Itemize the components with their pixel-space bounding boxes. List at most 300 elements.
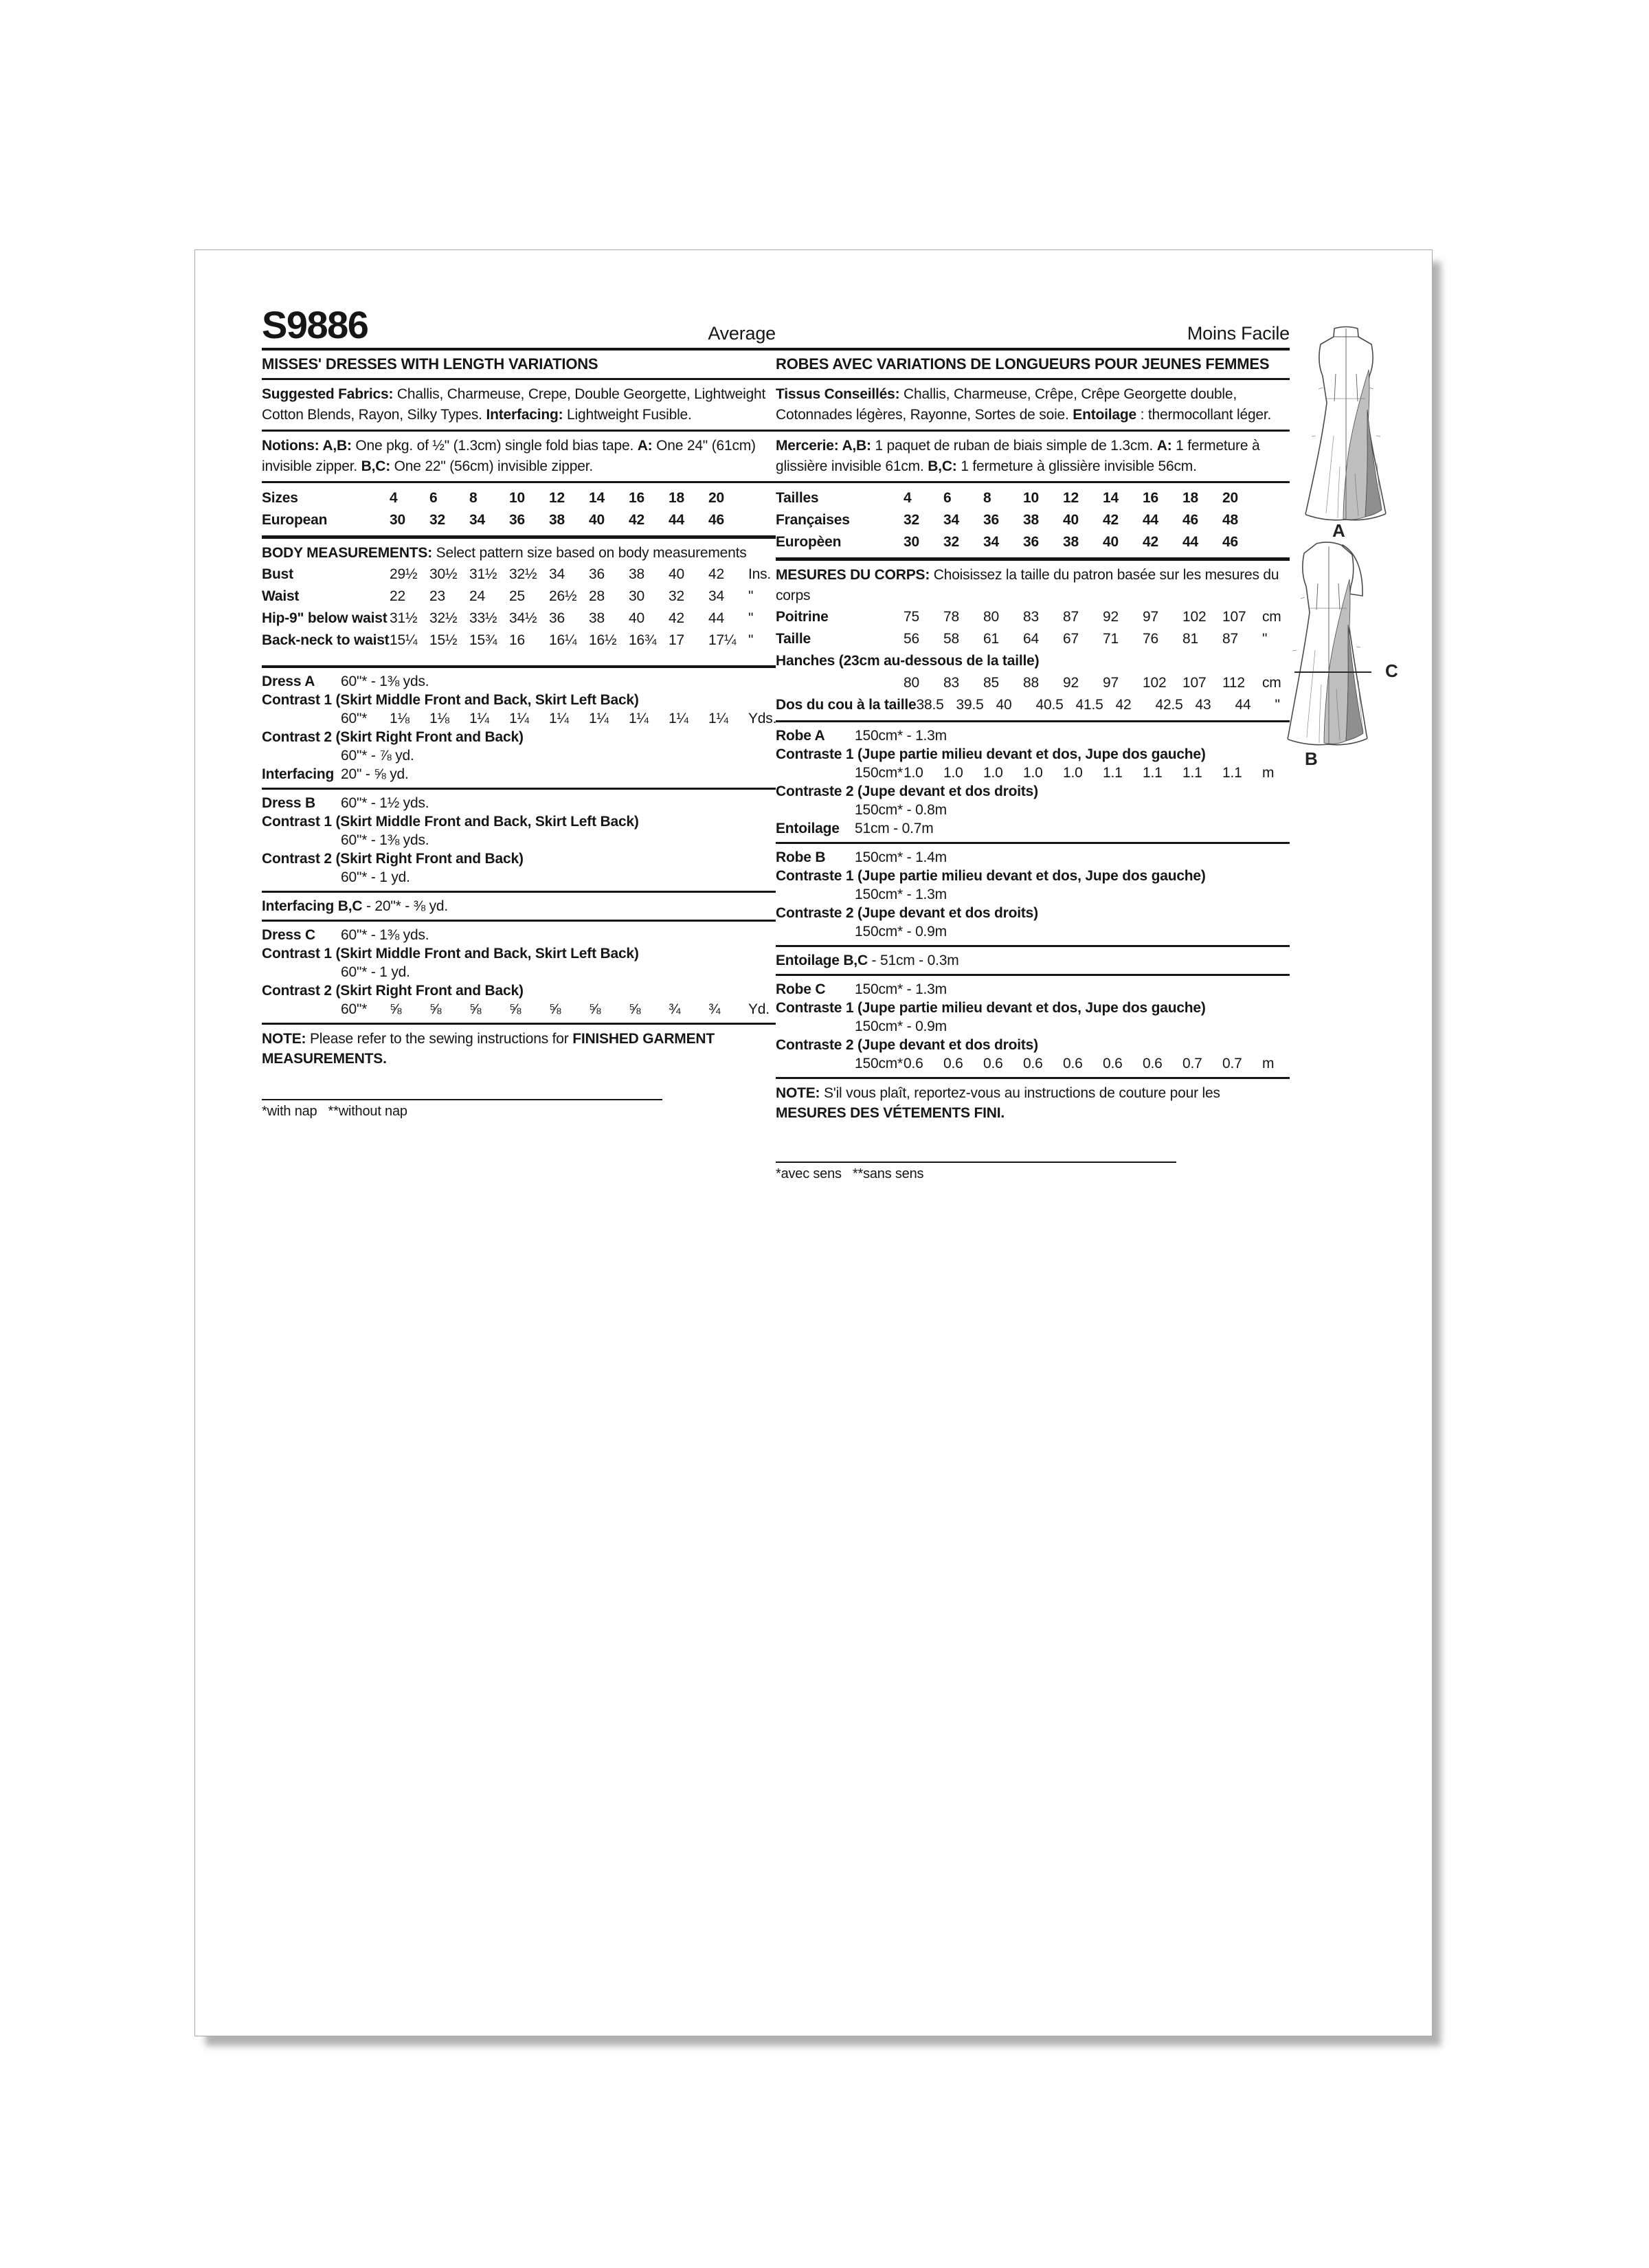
table-cell: 1⅛ bbox=[429, 711, 449, 726]
table-cell: 42 bbox=[708, 566, 724, 582]
notions-text: 1 fermeture à glissière invisible 56cm. bbox=[956, 458, 1197, 474]
yardage-value: 60"* - 1½ yds. bbox=[341, 795, 429, 811]
table-cell: 80 bbox=[904, 675, 919, 691]
row-values bbox=[904, 509, 1262, 531]
table-cell: 0.6 bbox=[983, 1056, 1003, 1071]
dress-b-yardage bbox=[262, 794, 776, 812]
table-cell: 44 bbox=[1182, 534, 1198, 550]
table-cell: 20 bbox=[1222, 490, 1238, 506]
yardage-value: 150cm* - 1.4m bbox=[855, 849, 947, 865]
table-cell: 16 bbox=[1143, 490, 1158, 506]
europeen-row bbox=[776, 531, 1290, 553]
note-en bbox=[262, 1029, 776, 1069]
garment-label: Robe A bbox=[776, 728, 825, 744]
divider bbox=[776, 1077, 1290, 1079]
garment-label: Entoilage bbox=[776, 821, 840, 836]
table-cell: ⅝ bbox=[429, 1001, 442, 1017]
row-unit: " bbox=[1262, 631, 1268, 647]
row-values bbox=[916, 694, 1275, 716]
table-cell: 1¼ bbox=[589, 711, 609, 726]
table-cell: 67 bbox=[1063, 631, 1079, 647]
table-cell: 38.5 bbox=[916, 697, 944, 713]
contrast1-value: 150cm* - 0.9m bbox=[855, 1019, 947, 1034]
hip-row bbox=[262, 608, 776, 630]
table-cell: 12 bbox=[549, 490, 565, 506]
table-cell: 46 bbox=[708, 512, 724, 528]
contrast1-heading: Contrast 1 (Skirt Middle Front and Back, Skirt Left Back) bbox=[262, 692, 639, 708]
table-cell: 12 bbox=[1063, 490, 1079, 506]
row-unit bbox=[748, 487, 776, 509]
row-values bbox=[390, 608, 748, 630]
row-label: Bust bbox=[262, 566, 293, 582]
footnote-fr: *avec sens **sans sens bbox=[776, 1166, 924, 1181]
dos-row bbox=[776, 694, 1290, 716]
heading-bold: MESURES DU CORPS: bbox=[776, 567, 930, 583]
table-cell: 34 bbox=[469, 512, 485, 528]
robe-b-yardage bbox=[776, 848, 1290, 867]
contrast1-heading: Contrast 1 (Skirt Middle Front and Back, Skirt Left Back) bbox=[262, 946, 639, 961]
table-cell: 39.5 bbox=[956, 697, 984, 713]
view-b-label: B bbox=[1305, 748, 1318, 769]
table-cell: 17¼ bbox=[708, 632, 737, 648]
row-label: European bbox=[262, 512, 328, 528]
divider bbox=[776, 945, 1290, 947]
english-column bbox=[262, 300, 776, 1122]
interfacing-text: Lightweight Fusible. bbox=[563, 407, 692, 423]
table-cell: 0.6 bbox=[1103, 1056, 1123, 1071]
tailles-row bbox=[776, 487, 1290, 509]
row-label: Françaises bbox=[776, 512, 850, 528]
table-cell: ⅝ bbox=[509, 1001, 521, 1017]
row-lead: 60"* bbox=[341, 711, 368, 726]
table-cell: 92 bbox=[1103, 609, 1119, 625]
notions-bc-label: B,C: bbox=[928, 458, 957, 474]
table-cell: 46 bbox=[1222, 534, 1238, 550]
dress-c-yardage bbox=[262, 926, 776, 944]
robe-c-yardage bbox=[776, 980, 1290, 999]
contrast1-values-row bbox=[262, 709, 776, 728]
yardage-value: - 20"* - ⅜ yd. bbox=[362, 898, 449, 914]
divider bbox=[776, 974, 1290, 976]
row-unit: cm bbox=[1262, 675, 1281, 691]
divider bbox=[262, 481, 776, 483]
table-cell: 48 bbox=[1222, 512, 1238, 528]
fabrics-paragraph-fr bbox=[776, 384, 1290, 425]
table-cell: 87 bbox=[1063, 609, 1079, 625]
dress-a-yardage bbox=[262, 672, 776, 691]
table-cell: 18 bbox=[1182, 490, 1198, 506]
table-cell: 1¼ bbox=[549, 711, 569, 726]
row-values bbox=[390, 586, 748, 608]
contrast1-heading: Contrast 1 (Skirt Middle Front and Back, Skirt Left Back) bbox=[262, 814, 639, 830]
table-cell: 38 bbox=[1023, 512, 1039, 528]
table-cell: 0.6 bbox=[904, 1056, 923, 1071]
interfacing-text: : thermocollant léger. bbox=[1136, 407, 1272, 423]
interfacing-label: Entoilage bbox=[1073, 407, 1136, 423]
notions-text: 1 fermeture à glissière invisible 61cm. bbox=[776, 438, 1260, 474]
table-cell: 0.6 bbox=[1143, 1056, 1163, 1071]
table-cell: 30 bbox=[904, 534, 919, 550]
table-cell: 40 bbox=[589, 512, 605, 528]
table-cell: 32 bbox=[943, 534, 959, 550]
row-values bbox=[904, 628, 1262, 650]
table-cell: 40 bbox=[669, 566, 684, 582]
pattern-number: S9886 bbox=[262, 303, 368, 346]
yardage-value: - 51cm - 0.3m bbox=[867, 953, 959, 968]
table-cell: 17 bbox=[669, 632, 684, 648]
garment-label: Robe C bbox=[776, 981, 826, 997]
table-cell: 24 bbox=[469, 588, 485, 604]
table-cell: 0.6 bbox=[1023, 1056, 1043, 1071]
interfacing-bc-line bbox=[262, 897, 776, 915]
table-cell: 34 bbox=[708, 588, 724, 604]
table-cell: 6 bbox=[943, 490, 952, 506]
table-cell: 16¼ bbox=[549, 632, 577, 648]
table-cell: 1¼ bbox=[469, 711, 489, 726]
table-cell: 16 bbox=[509, 632, 525, 648]
table-cell: 34 bbox=[549, 566, 565, 582]
title-en: MISSES' DRESSES WITH LENGTH VARIATIONS bbox=[262, 355, 598, 373]
table-cell: 46 bbox=[1182, 512, 1198, 528]
table-cell: 44 bbox=[1235, 697, 1251, 713]
table-cell: 40 bbox=[1063, 512, 1079, 528]
note-bold: MESURES DES VÉTEMENTS FINI. bbox=[776, 1105, 1005, 1121]
back-neck-row bbox=[262, 630, 776, 652]
view-c-length-line bbox=[1294, 671, 1371, 673]
garment-label: Dress C bbox=[262, 927, 315, 943]
contrast2-values-row bbox=[776, 1054, 1290, 1073]
contrast2-heading: Contraste 2 (Jupe devant et dos droits) bbox=[776, 1037, 1038, 1053]
row-lead: 60"* bbox=[341, 1001, 368, 1017]
row-values bbox=[390, 1000, 748, 1019]
table-cell: 36 bbox=[983, 512, 999, 528]
fabrics-text: Challis, Charmeuse, Crêpe, Crêpe Georgette double, Cotonnades légères, Rayonne, Sortes de soie. bbox=[776, 386, 1237, 423]
difficulty-fr: Moins Facile bbox=[1187, 323, 1290, 344]
table-cell: 20 bbox=[708, 490, 724, 506]
view-a-label: A bbox=[1332, 520, 1345, 541]
difficulty-en: Average bbox=[708, 323, 776, 344]
table-cell: 42 bbox=[669, 610, 684, 626]
dress-b-back-view-illustration bbox=[1275, 537, 1399, 751]
garment-label: Dress A bbox=[262, 674, 315, 689]
entoilage-yardage bbox=[776, 819, 1290, 838]
divider bbox=[776, 720, 1290, 722]
table-cell: 42 bbox=[1103, 512, 1119, 528]
sizes-row bbox=[262, 487, 776, 509]
divider bbox=[262, 920, 776, 922]
row-unit: Ins. bbox=[748, 566, 772, 582]
francaises-row bbox=[776, 509, 1290, 531]
spacer bbox=[262, 652, 776, 661]
row-values bbox=[904, 531, 1262, 553]
table-cell: 8 bbox=[469, 490, 478, 506]
table-cell: 15¾ bbox=[469, 632, 497, 648]
table-cell: 1.1 bbox=[1182, 765, 1202, 781]
contrast2-heading: Contraste 2 (Jupe devant et dos droits) bbox=[776, 783, 1038, 799]
row-unit: " bbox=[748, 610, 754, 626]
robe-a-yardage bbox=[776, 726, 1290, 745]
table-cell: 40 bbox=[1103, 534, 1119, 550]
body-measurements-heading-en bbox=[262, 543, 776, 564]
divider bbox=[776, 842, 1290, 844]
view-c-label: C bbox=[1385, 660, 1398, 681]
table-cell: 36 bbox=[509, 512, 525, 528]
contrast2-heading: Contrast 2 (Skirt Right Front and Back) bbox=[262, 729, 524, 745]
title-fr: ROBES AVEC VARIATIONS DE LONGUEURS POUR JEUNES FEMMES bbox=[776, 355, 1270, 373]
table-cell: 56 bbox=[904, 631, 919, 647]
contrast1-value: 60"* - 1 yd. bbox=[341, 964, 410, 980]
table-cell: 42 bbox=[1143, 534, 1158, 550]
table-cell: 38 bbox=[1063, 534, 1079, 550]
table-cell: 16¾ bbox=[629, 632, 657, 648]
table-cell: 40 bbox=[996, 697, 1012, 713]
yardage-value: 51cm - 0.7m bbox=[855, 821, 934, 836]
contrast2-values-row bbox=[262, 1000, 776, 1019]
row-values bbox=[904, 487, 1262, 509]
yardage-value: 60"* - 1⅜ yds. bbox=[341, 927, 429, 943]
notions-a-label: A: bbox=[1156, 438, 1172, 454]
row-values bbox=[390, 709, 748, 728]
divider bbox=[776, 430, 1290, 432]
table-cell: 43 bbox=[1195, 697, 1211, 713]
table-cell: 44 bbox=[708, 610, 724, 626]
table-cell: 1.0 bbox=[1023, 765, 1043, 781]
table-cell: 0.6 bbox=[1063, 1056, 1083, 1071]
table-cell: 30½ bbox=[429, 566, 458, 582]
contrast2-value: 60"* - ⅞ yd. bbox=[341, 748, 414, 764]
table-cell: 32 bbox=[669, 588, 684, 604]
fabrics-label: Suggested Fabrics: bbox=[262, 386, 394, 402]
heading-rest: Select pattern size based on body measurements bbox=[432, 545, 747, 561]
row-label: Waist bbox=[262, 588, 300, 604]
table-cell: 92 bbox=[1063, 675, 1079, 691]
table-cell: 102 bbox=[1182, 609, 1207, 625]
row-values bbox=[904, 764, 1262, 782]
body-measurements-heading-fr bbox=[776, 565, 1290, 606]
contrast1-heading: Contraste 1 (Jupe partie milieu devant et dos, Jupe dos gauche) bbox=[776, 746, 1206, 762]
table-cell: 33½ bbox=[469, 610, 497, 626]
table-cell: 30 bbox=[629, 588, 644, 604]
row-unit: " bbox=[1275, 697, 1280, 713]
row-values bbox=[390, 487, 748, 509]
table-cell: 6 bbox=[429, 490, 438, 506]
row-label: Dos du cou à la taille bbox=[776, 697, 917, 713]
fabrics-paragraph-en bbox=[262, 384, 776, 425]
table-cell: 1.1 bbox=[1103, 765, 1123, 781]
row-values bbox=[904, 672, 1262, 694]
row-label: Back-neck to waist bbox=[262, 632, 390, 648]
contrast1-heading: Contraste 1 (Jupe partie milieu devant et dos, Jupe dos gauche) bbox=[776, 1000, 1206, 1016]
garment-label: Dress B bbox=[262, 795, 315, 811]
table-cell: 40.5 bbox=[1035, 697, 1064, 713]
note-fr bbox=[776, 1083, 1290, 1123]
notions-paragraph-en bbox=[262, 436, 776, 477]
table-cell: 0.7 bbox=[1182, 1056, 1202, 1071]
table-cell: 83 bbox=[1023, 609, 1039, 625]
entoilage-bc-line bbox=[776, 951, 1290, 970]
table-cell: 1.0 bbox=[983, 765, 1003, 781]
table-cell: 1¼ bbox=[669, 711, 688, 726]
contrast1-heading: Contraste 1 (Jupe partie milieu devant et dos, Jupe dos gauche) bbox=[776, 868, 1206, 884]
dress-a-back-view-illustration bbox=[1294, 326, 1398, 525]
row-label bbox=[776, 672, 904, 694]
row-values bbox=[390, 564, 748, 586]
table-cell: 64 bbox=[1023, 631, 1039, 647]
fabrics-label: Tissus Conseillés: bbox=[776, 386, 900, 402]
table-cell: 0.7 bbox=[1222, 1056, 1242, 1071]
table-cell: 14 bbox=[589, 490, 605, 506]
row-lead: 150cm* bbox=[855, 1056, 904, 1071]
row-unit: " bbox=[748, 588, 754, 604]
notions-a-label: A: bbox=[637, 438, 653, 454]
table-cell: 75 bbox=[904, 609, 919, 625]
table-cell: 22 bbox=[390, 588, 405, 604]
divider bbox=[776, 348, 1290, 351]
yardage-value: 150cm* - 1.3m bbox=[855, 981, 947, 997]
french-column bbox=[776, 300, 1290, 1185]
contrast2-value: 150cm* - 0.8m bbox=[855, 802, 947, 818]
table-cell: 42.5 bbox=[1155, 697, 1183, 713]
table-cell: 1.0 bbox=[1063, 765, 1083, 781]
divider bbox=[262, 378, 776, 380]
table-cell: 14 bbox=[1103, 490, 1119, 506]
table-cell: 1⅛ bbox=[390, 711, 410, 726]
table-cell: 1.0 bbox=[943, 765, 963, 781]
row-values bbox=[904, 1054, 1262, 1073]
yardage-value: 20" - ⅝ yd. bbox=[341, 766, 409, 782]
table-cell: 112 bbox=[1222, 675, 1245, 691]
row-unit: " bbox=[748, 632, 754, 648]
interfacing-label: Interfacing: bbox=[486, 407, 563, 423]
table-cell: 1.0 bbox=[904, 765, 923, 781]
table-cell: 38 bbox=[549, 512, 565, 528]
table-cell: 1.1 bbox=[1222, 765, 1242, 781]
table-cell: 40 bbox=[629, 610, 644, 626]
row-unit: Yds. bbox=[748, 711, 777, 726]
table-cell: 31½ bbox=[390, 610, 418, 626]
table-cell: 97 bbox=[1143, 609, 1158, 625]
row-values bbox=[390, 509, 748, 531]
row-unit: m bbox=[1262, 765, 1275, 781]
notions-label: Mercerie: A,B: bbox=[776, 438, 871, 454]
table-cell: 81 bbox=[1182, 631, 1198, 647]
divider bbox=[262, 665, 776, 668]
note-label: NOTE: bbox=[262, 1031, 306, 1047]
contrast2-heading: Contrast 2 (Skirt Right Front and Back) bbox=[262, 851, 524, 867]
table-cell: 36 bbox=[549, 610, 565, 626]
table-cell: 36 bbox=[1023, 534, 1039, 550]
pattern-envelope-back-sheet bbox=[194, 249, 1433, 2036]
table-cell: 1¼ bbox=[629, 711, 649, 726]
heading-bold: BODY MEASUREMENTS: bbox=[262, 545, 433, 561]
table-cell: 32½ bbox=[509, 566, 537, 582]
interfacing-yardage bbox=[262, 765, 776, 783]
notions-text: 1 paquet de ruban de biais simple de 1.3cm. bbox=[871, 438, 1157, 454]
row-unit: Yd. bbox=[748, 1001, 770, 1017]
table-cell: 78 bbox=[943, 609, 959, 625]
garment-label: Interfacing B,C bbox=[262, 898, 363, 914]
table-cell: 83 bbox=[943, 675, 959, 691]
table-cell: ⅝ bbox=[390, 1001, 402, 1017]
divider bbox=[776, 378, 1290, 380]
table-cell: 1.1 bbox=[1143, 765, 1163, 781]
table-cell: 87 bbox=[1222, 631, 1238, 647]
table-cell: 18 bbox=[669, 490, 684, 506]
table-cell: 107 bbox=[1222, 609, 1246, 625]
table-cell: ⅝ bbox=[589, 1001, 601, 1017]
table-cell: 31½ bbox=[469, 566, 497, 582]
table-cell: 32 bbox=[429, 512, 445, 528]
hanches-row bbox=[776, 672, 1290, 694]
table-cell: 42 bbox=[1115, 697, 1132, 713]
table-cell: 34 bbox=[983, 534, 999, 550]
table-cell: 25 bbox=[509, 588, 525, 604]
table-cell: 4 bbox=[390, 490, 398, 506]
table-cell: 15¼ bbox=[390, 632, 418, 648]
notions-text: One 24" (61cm) invisible zipper. bbox=[262, 438, 756, 474]
table-cell: 30 bbox=[390, 512, 405, 528]
garment-illustrations bbox=[1267, 315, 1446, 824]
table-cell: ¾ bbox=[669, 1001, 681, 1017]
bust-row bbox=[262, 564, 776, 586]
fabrics-text: Challis, Charmeuse, Crepe, Double Georgette, Lightweight Cotton Blends, Rayon, Silky Types. bbox=[262, 386, 766, 423]
garment-label: Entoilage B,C bbox=[776, 953, 868, 968]
table-cell: 97 bbox=[1103, 675, 1119, 691]
row-label: Sizes bbox=[262, 490, 298, 506]
table-cell: 61 bbox=[983, 631, 999, 647]
table-cell: 85 bbox=[983, 675, 999, 691]
table-cell: 38 bbox=[589, 610, 605, 626]
row-label: Taille bbox=[776, 631, 811, 647]
table-cell: 42 bbox=[629, 512, 644, 528]
footnote-en: *with nap **without nap bbox=[262, 1104, 407, 1119]
row-unit: m bbox=[1262, 1056, 1275, 1071]
divider bbox=[262, 1023, 776, 1025]
table-cell: 0.6 bbox=[943, 1056, 963, 1071]
notions-paragraph-fr bbox=[776, 436, 1290, 477]
row-unit bbox=[748, 509, 776, 531]
table-cell: 41.5 bbox=[1075, 697, 1103, 713]
table-cell: 8 bbox=[983, 490, 991, 506]
contrast1-value: 60"* - 1⅜ yds. bbox=[341, 832, 429, 848]
garment-label: Interfacing bbox=[262, 766, 335, 782]
table-cell: 29½ bbox=[390, 566, 418, 582]
note-label: NOTE: bbox=[776, 1085, 820, 1101]
table-cell: 32½ bbox=[429, 610, 458, 626]
yardage-value: 150cm* - 1.3m bbox=[855, 728, 947, 744]
notions-label: Notions: A,B: bbox=[262, 438, 352, 454]
row-lead: 150cm* bbox=[855, 765, 904, 781]
note-text: S'il vous plaît, reportez-vous au instructions de couture pour les bbox=[820, 1085, 1220, 1101]
contrast2-value: 150cm* - 0.9m bbox=[855, 924, 947, 940]
table-cell: 4 bbox=[904, 490, 912, 506]
table-cell: ⅝ bbox=[629, 1001, 641, 1017]
contrast1-values-row bbox=[776, 764, 1290, 782]
row-label: Tailles bbox=[776, 490, 819, 506]
row-label: Hip-9" below waist bbox=[262, 610, 388, 626]
table-cell: 16½ bbox=[589, 632, 617, 648]
garment-label: Robe B bbox=[776, 849, 826, 865]
table-cell: 34 bbox=[943, 512, 959, 528]
row-label: Poitrine bbox=[776, 609, 829, 625]
table-cell: 34½ bbox=[509, 610, 537, 626]
note-bold: FINISHED GARMENT MEASUREMENTS. bbox=[262, 1031, 715, 1067]
table-cell: 36 bbox=[589, 566, 605, 582]
table-cell: 88 bbox=[1023, 675, 1039, 691]
contrast1-value: 150cm* - 1.3m bbox=[855, 887, 947, 902]
table-cell: ¾ bbox=[708, 1001, 721, 1017]
table-cell: 10 bbox=[509, 490, 525, 506]
